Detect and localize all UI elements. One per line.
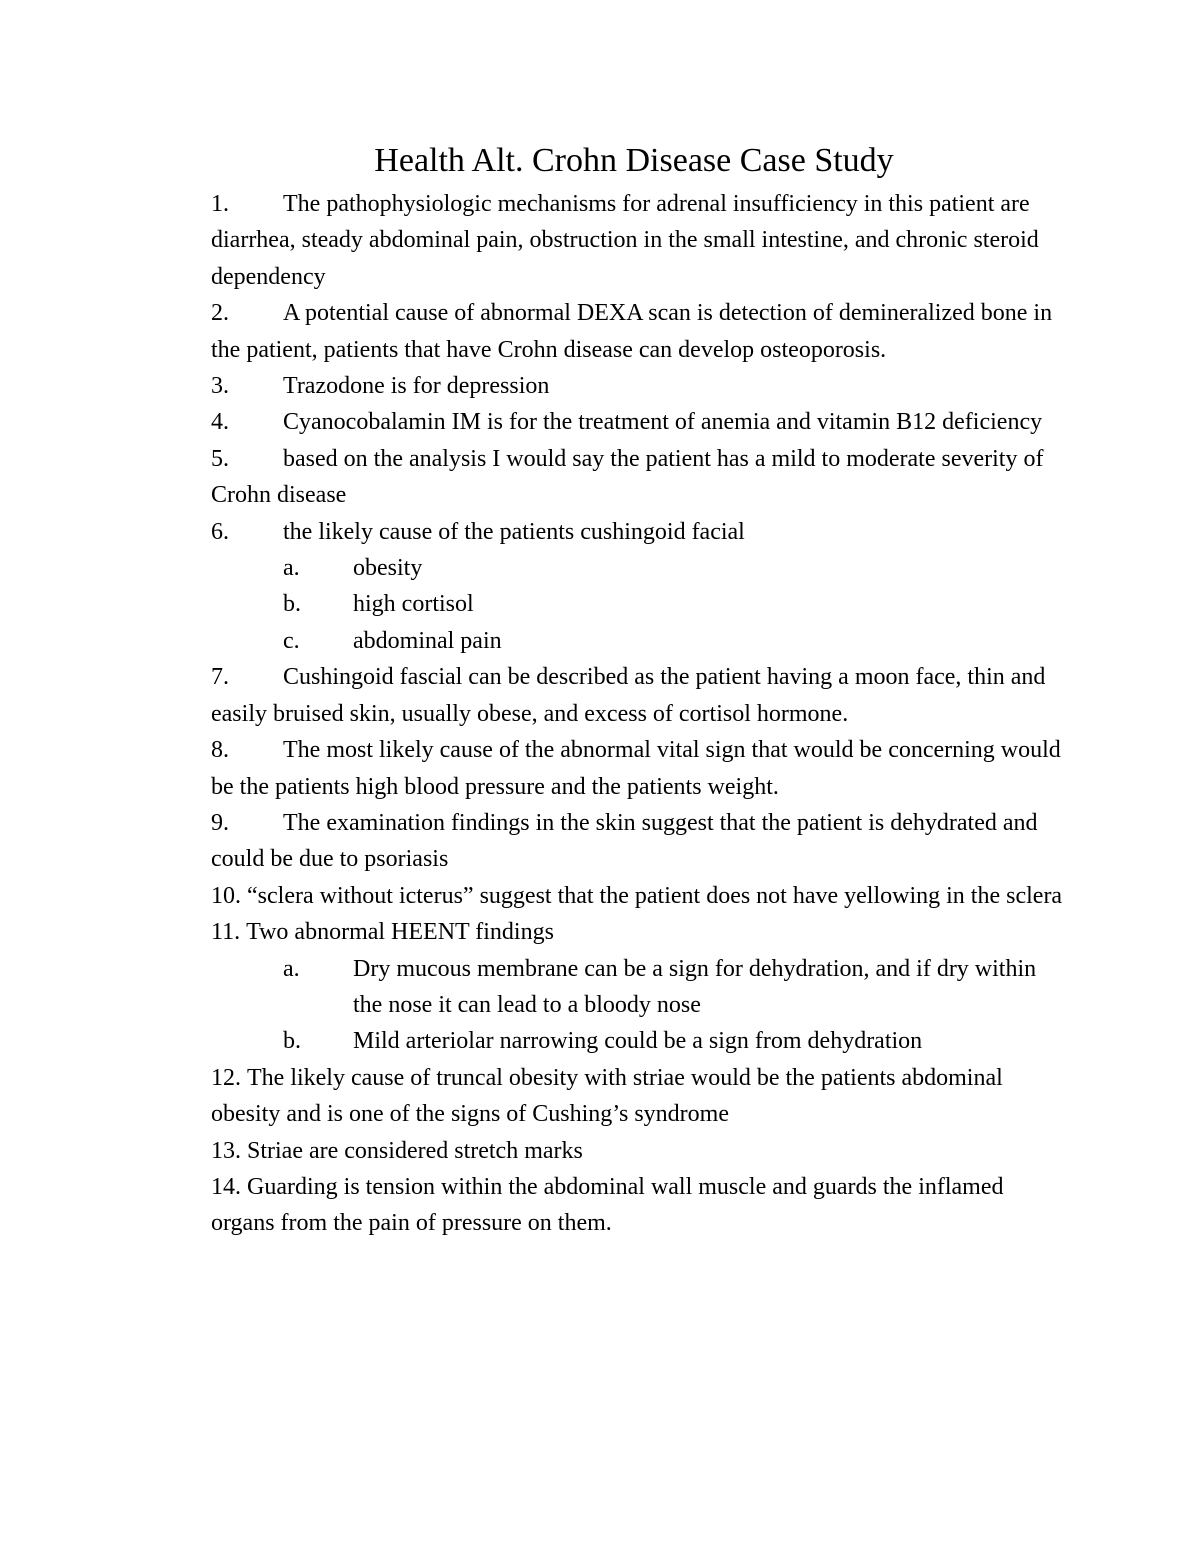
item-text: Cushingoid fascial can be described as the patient having a moon face, thin and easily bruised skin, usually obese, and excess of cortisol hormone. (211, 664, 1046, 727)
sub-item-11a (211, 951, 1071, 1024)
item-number: 3. (211, 373, 229, 400)
item-text: Trazodone is for depression (283, 373, 550, 400)
item-text: based on the analysis I would say the patient has a mild to moderate severity of Crohn disease (211, 445, 1044, 509)
list-item-9 (211, 805, 1071, 878)
item-number: 13. (211, 1137, 241, 1164)
item-text: The pathophysiologic mechanisms for adrenal insufficiency in this patient are diarrhea, steady abdominal pain, obstruction in the small intestine, and chronic steroid dependency (211, 191, 1039, 290)
list-item-13 (211, 1133, 1071, 1169)
item-number: 11. (211, 919, 241, 946)
sub-item-letter: b. (283, 591, 301, 618)
list-item-4 (211, 404, 1071, 440)
item-text: The most likely cause of the abnormal vital sign that would be concerning would be the patients high blood pressure and the patients weight. (211, 737, 1061, 800)
sub-item-letter: b. (283, 1028, 301, 1055)
sub-item-text: abdominal pain (353, 627, 502, 654)
document-title: Health Alt. Crohn Disease Case Study (374, 142, 894, 179)
sub-item-text: high cortisol (353, 591, 474, 618)
sub-item-6a (211, 550, 1071, 586)
sub-item-11b (211, 1023, 1071, 1059)
item-text: “sclera without icterus” suggest that the patient does not have yellowing in the sclera (247, 882, 1063, 909)
item-number: 5. (211, 445, 229, 472)
list-item-5 (211, 441, 1071, 514)
item-text: Guarding is tension within the abdominal wall muscle and guards the inflamed organs from the pain of pressure on them. (211, 1173, 1004, 1237)
item-number: 7. (211, 664, 229, 691)
item-text: A potential cause of abnormal DEXA scan is detection of demineralized bone in the patient, patients that have Crohn disease can develop osteoporosis. (211, 300, 1053, 363)
item-text: Two abnormal HEENT findings (246, 919, 554, 946)
sub-item-letter: c. (283, 627, 300, 654)
item-number: 12. (211, 1064, 241, 1091)
list-item-3 (211, 368, 1071, 404)
item-text: Striae are considered stretch marks (247, 1137, 583, 1164)
item-number: 14. (211, 1173, 241, 1200)
document-body (211, 186, 1071, 1242)
sub-item-text: Mild arteriolar narrowing could be a sign from dehydration (353, 1028, 923, 1055)
list-item-10 (211, 878, 1071, 914)
list-item-7 (211, 659, 1071, 732)
item-text: The examination findings in the skin suggest that the patient is dehydrated and could be due to psoriasis (211, 809, 1038, 873)
sub-item-letter: a. (283, 555, 300, 582)
sub-item-6c (211, 623, 1071, 659)
sub-item-text: Dry mucous membrane can be a sign for dehydration, and if dry within the nose it can lead to a bloody nose (353, 955, 1037, 1018)
item-number: 1. (211, 191, 229, 217)
list-item-8 (211, 732, 1071, 805)
list-item-1 (211, 186, 1071, 295)
sub-item-letter: a. (283, 955, 300, 982)
list-item-11 (211, 914, 1071, 950)
list-item-14 (211, 1169, 1071, 1242)
item-number: 2. (211, 300, 229, 327)
list-item-2 (211, 295, 1071, 368)
item-number: 4. (211, 409, 229, 436)
item-text: The likely cause of truncal obesity with striae would be the patients abdominal obesity and is one of the signs of Cushing’s syndrome (211, 1064, 1003, 1128)
item-text: Cyanocobalamin IM is for the treatment of anemia and vitamin B12 deficiency (283, 409, 1043, 436)
item-text: the likely cause of the patients cushingoid facial (283, 518, 745, 545)
item-number: 9. (211, 809, 229, 836)
item-number: 10. (211, 882, 241, 909)
sub-item-text: obesity (353, 555, 423, 582)
list-item-12 (211, 1060, 1071, 1133)
item-number: 6. (211, 518, 229, 545)
list-item-6 (211, 514, 1071, 550)
sub-item-6b (211, 586, 1071, 622)
item-number: 8. (211, 737, 229, 764)
